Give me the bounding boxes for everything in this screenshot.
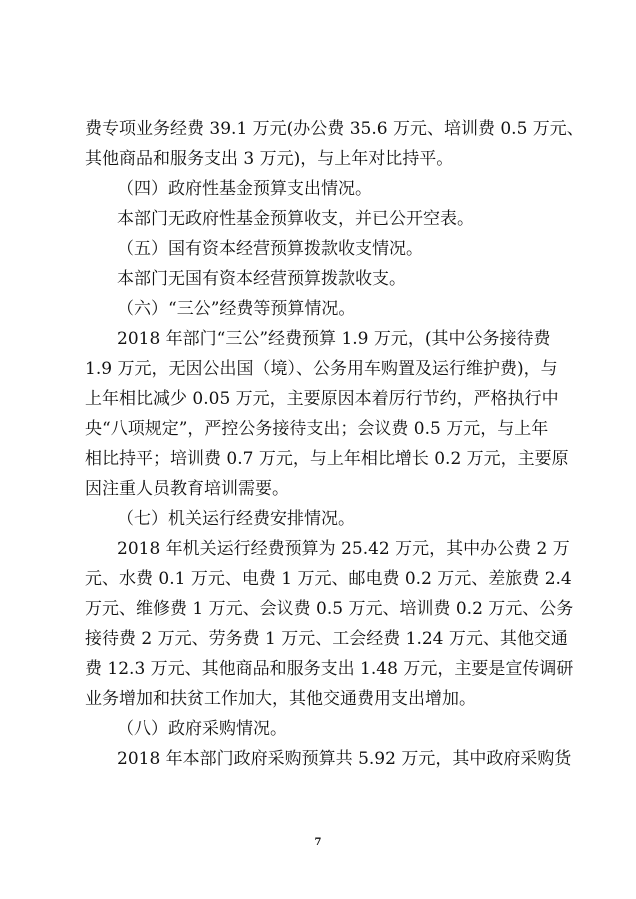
page-number: 7 (314, 837, 322, 848)
paragraph-line: 万元、维修费 1 万元、会议费 0.5 万元、培训费 0.2 万元、公务 (85, 599, 574, 619)
section-heading: （五）国有资本经营预算拨款收支情况。 (117, 239, 423, 259)
paragraph-line: 1.9 万元，无因公出国（境）、公务用车购置及运行维护费)，与 (85, 359, 558, 379)
paragraph-line: 相比持平；培训费 0.7 万元，与上年相比增长 0.2 万元，主要原 (85, 449, 569, 469)
section-heading: （七）机关运行经费安排情况。 (117, 509, 355, 529)
paragraph-line: 上年相比减少 0.05 万元，主要原因本着厉行节约，严格执行中 (85, 389, 559, 409)
paragraph-line: 费 12.3 万元、其他商品和服务支出 1.48 万元，主要是宣传调研 (85, 659, 574, 679)
paragraph-line: 接待费 2 万元、劳务费 1 万元、工会经费 1.24 万元、其他交通 (85, 629, 568, 649)
paragraph-line: 费专项业务经费 39.1 万元(办公费 35.6 万元、培训费 0.5 万元、 (85, 119, 584, 139)
section-heading: （六）“三公”经费等预算情况。 (117, 299, 356, 319)
paragraph-line: 因注重人员教育培训需要。 (85, 479, 289, 499)
section-heading: （四）政府性基金预算支出情况。 (117, 179, 372, 199)
paragraph-line: 其他商品和服务支出 3 万元)，与上年对比持平。 (85, 149, 454, 169)
paragraph-line: 本部门无政府性基金预算收支，并已公开空表。 (117, 209, 474, 229)
paragraph-line: 2018 年本部门政府采购预算共 5.92 万元，其中政府采购货 (117, 749, 572, 769)
paragraph-line: 央“八项规定”，严控公务接待支出；会议费 0.5 万元，与上年 (85, 419, 549, 439)
paragraph-line: 2018 年部门“三公”经费预算 1.9 万元，(其中公务接待费 (117, 329, 551, 349)
paragraph-line: 2018 年机关运行经费预算为 25.42 万元，其中办公费 2 万 (117, 539, 570, 559)
section-heading: （八）政府采购情况。 (117, 719, 287, 739)
paragraph-line: 元、水费 0.1 万元、电费 1 万元、邮电费 0.2 万元、差旅费 2.4 (85, 569, 572, 589)
paragraph-line: 本部门无国有资本经营预算拨款收支。 (117, 269, 406, 289)
paragraph-line: 业务增加和扶贫工作加大，其他交通费用支出增加。 (85, 689, 476, 709)
